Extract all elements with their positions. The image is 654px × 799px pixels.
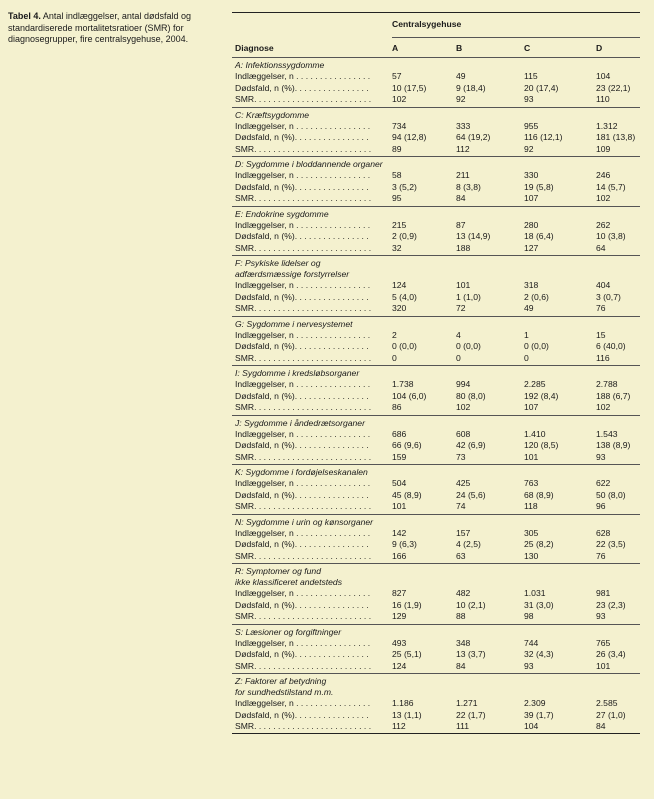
table-row-deaths [232,440,640,452]
table-cell: 1.738 [392,379,414,389]
header-group-label: Centralsygehuse [392,19,462,29]
row-label: SMR. . . . . . . . . . . . . . . . . . . . . . . . . [235,611,372,621]
table-cell: 129 [392,611,407,621]
table-cell: 2.585 [596,698,618,708]
table-row-smr [232,193,640,205]
header-group-row [232,13,640,38]
table-cell: 84 [456,660,466,671]
diagnosis-title-line: adfærdsmæssige forstyrrelser [235,269,350,279]
table-cell: 110 [596,94,610,104]
table-cell: 262 [596,219,611,230]
table-cell: 116 (12,1) [524,132,563,142]
row-label: Dødsfald, n (%). . . . . . . . . . . . . . . . [235,649,369,659]
table-cell: 120 (8,5) [524,440,559,450]
table-row-admissions [232,478,640,490]
table-cell: 25 (8,2) [524,539,554,549]
table-cell: 2 (0,6) [524,291,549,302]
table-cell: 1.312 [596,120,618,131]
table-cell: 16 (1,9) [392,599,422,610]
table-cell: 104 (6,0) [392,390,427,401]
diagnosis-title-line: S: Læsioner og forgiftninger [235,626,342,637]
table-cell: 5 (4,0) [392,291,417,302]
table-cell: 130 [524,550,539,561]
row-label: Dødsfald, n (%). . . . . . . . . . . . . . . . [235,539,369,549]
table-cell: 93 [596,611,606,621]
table-cell: 27 (1,0) [596,709,626,720]
table-row-admissions [232,698,640,710]
diagnosis-title [232,108,640,121]
table-cell: 181 (13,8) [596,132,636,142]
table-cell: 87 [456,219,466,230]
table-row-admissions [232,220,640,232]
diagnosis-title [232,465,640,478]
table-cell: 10 (3,8) [596,231,626,241]
table-row-deaths [232,83,640,95]
table-caption [8,11,220,46]
table-cell: 50 (8,0) [596,489,626,500]
row-label: Indlæggelser, n . . . . . . . . . . . . . . . . [235,170,371,180]
table-row-deaths [232,649,640,661]
table-cell: 84 [456,193,466,203]
table-cell: 93 [596,451,606,462]
table-row-smr [232,501,640,513]
row-label: Dødsfald, n (%). . . . . . . . . . . . . . . . [235,82,369,93]
table-row-admissions [232,379,640,391]
table-cell: 763 [524,478,539,488]
table-cell: 49 [456,71,466,81]
row-label: SMR. . . . . . . . . . . . . . . . . . . . . . . . . [235,660,372,671]
table-cell: 13 (1,1) [392,709,422,720]
row-label: Indlæggelser, n . . . . . . . . . . . . . . . . [235,478,371,488]
table-cell: 246 [596,170,611,180]
table-cell: 63 [456,550,466,561]
diagnosis-title [232,416,640,429]
table-row-admissions [232,71,640,83]
table-cell: 19 (5,8) [524,181,554,192]
table-cell: 76 [596,550,606,561]
row-label: Dødsfald, n (%). . . . . . . . . . . . . . . . [235,181,369,192]
row-label: Indlæggelser, n . . . . . . . . . . . . . . . . [235,379,371,389]
diagnosis-title-line: A: Infektionssygdomme [235,60,325,70]
row-label: SMR. . . . . . . . . . . . . . . . . . . . . . . . . [235,451,372,462]
row-label: SMR. . . . . . . . . . . . . . . . . . . . . . . . . [235,143,372,154]
diagnosis-section [232,465,640,515]
table-cell: 425 [456,478,471,488]
table-cell: 157 [456,527,471,538]
table-cell: 9 (6,3) [392,539,417,549]
row-label: SMR. . . . . . . . . . . . . . . . . . . . . . . . . [235,721,372,731]
diagnosis-section [232,416,640,466]
table-body [232,58,640,734]
header-col-a: A [392,43,399,53]
table-cell: 84 [596,721,606,731]
diagnosis-title [232,625,640,638]
table-row-deaths [232,292,640,304]
table-cell: 58 [392,170,402,180]
table-row-deaths [232,341,640,353]
table-cell: 2 (0,9) [392,231,417,241]
table-cell: 0 [392,352,397,363]
diagnosis-section [232,564,640,625]
table-cell: 64 [596,242,606,253]
table-cell: 127 [524,242,539,253]
diagnosis-title-line: F: Psykiske lidelser og [235,258,321,268]
table-cell: 333 [456,120,471,131]
table-cell: 104 [596,71,611,81]
table-cell: 116 [596,352,610,363]
diagnosis-title [232,515,640,528]
diagnosis-title-line: for sundhedstilstand m.m. [235,687,334,697]
table-cell: 0 (0,0) [392,341,417,351]
table-cell: 74 [456,501,466,511]
table-cell: 138 (8,9) [596,440,631,450]
table-row-admissions [232,121,640,133]
diagnosis-title-line: E: Endokrine sygdomme [235,208,329,219]
table-cell: 14 (5,7) [596,181,626,192]
row-label: Dødsfald, n (%). . . . . . . . . . . . . . . . [235,132,369,142]
table-cell: 80 (8,0) [456,390,486,401]
table-cell: 64 (19,2) [456,132,491,142]
table-cell: 86 [392,402,402,412]
diagnosis-title-line: ikke klassificeret andetsteds [235,577,342,587]
diagnosis-title [232,256,640,280]
table-cell: 305 [524,527,539,538]
diagnosis-section [232,58,640,108]
row-label: Dødsfald, n (%). . . . . . . . . . . . . . . . [235,440,369,450]
table-cell: 23 (2,3) [596,599,626,610]
row-label: Indlæggelser, n . . . . . . . . . . . . . . . . [235,280,371,290]
table-cell: 102 [392,94,407,104]
table-cell: 32 [392,242,402,253]
table-cell: 4 (2,5) [456,539,481,549]
table-row-smr [232,402,640,414]
row-label: Dødsfald, n (%). . . . . . . . . . . . . . . . [235,291,369,302]
table-cell: 95 [392,193,402,203]
table-cell: 26 (3,4) [596,649,626,659]
table-cell: 93 [524,660,534,671]
table-cell: 3 (5,2) [392,181,417,192]
diagnosis-section [232,157,640,207]
table-cell: 2 [392,329,397,340]
diagnosis-title-line: K: Sygdomme i fordøjelseskanalen [235,467,368,477]
table-row-smr [232,94,640,106]
row-label: Dødsfald, n (%). . . . . . . . . . . . . . . . [235,231,369,241]
diagnosis-title-line: G: Sygdomme i nervesystemet [235,318,353,329]
table-cell: 608 [456,428,471,439]
row-label: Indlæggelser, n . . . . . . . . . . . . . . . . [235,698,371,708]
diagnosis-title [232,366,640,379]
table-row-admissions [232,528,640,540]
table-cell: 93 [524,94,534,104]
table-cell: 10 (2,1) [456,599,486,610]
row-label: SMR. . . . . . . . . . . . . . . . . . . . . . . . . [235,242,372,253]
diagnosis-section [232,207,640,257]
table-cell: 9 (18,4) [456,82,486,93]
table-cell: 57 [392,71,402,81]
table-row-smr [232,353,640,365]
table-cell: 101 [524,451,539,462]
table-row-smr [232,243,640,255]
table-cell: 482 [456,588,471,598]
table-cell: 2.285 [524,379,546,389]
table-row-smr [232,452,640,464]
table-cell: 188 [456,242,471,253]
table-cell: 0 [524,352,529,363]
table-cell: 1 (1,0) [456,291,481,302]
diagnosis-title-line: N: Sygdomme i urin og kønsorganer [235,516,374,527]
table-cell: 92 [524,143,534,154]
diagnosis-section [232,674,640,734]
table-cell: 0 (0,0) [524,341,549,351]
row-label: SMR. . . . . . . . . . . . . . . . . . . . . . . . . [235,94,372,104]
header-col-d: D [596,43,603,53]
table-cell: 0 [456,352,461,363]
table-cell: 320 [392,303,407,313]
table-cell: 101 [456,280,471,290]
table-row-deaths [232,600,640,612]
table-row-deaths [232,710,640,722]
table-cell: 124 [392,280,407,290]
table-cell: 765 [596,637,611,648]
table-cell: 66 (9,6) [392,440,422,450]
row-label: Dødsfald, n (%). . . . . . . . . . . . . . . . [235,709,369,720]
table-cell: 45 (8,9) [392,489,422,500]
data-table [232,12,640,734]
table-cell: 112 [392,721,406,731]
table-cell: 192 (8,4) [524,390,559,401]
table-cell: 686 [392,428,407,439]
table-cell: 23 (22,1) [596,82,631,93]
diagnosis-section [232,317,640,367]
table-cell: 1.271 [456,698,478,708]
table-cell: 42 (6,9) [456,440,486,450]
table-cell: 10 (17,5) [392,82,427,93]
table-row-deaths [232,391,640,403]
table-cell: 118 [524,501,538,511]
table-cell: 211 [456,170,470,180]
table-cell: 112 [456,143,470,154]
header-col-c: C [524,43,531,53]
table-cell: 981 [596,588,611,598]
diagnosis-title-line: Z: Faktorer af betydning [235,676,327,686]
table-cell: 8 (3,8) [456,181,481,192]
table-cell: 330 [524,170,539,180]
table-cell: 22 (1,7) [456,709,486,720]
caption-text: Antal indlæggelser, antal dødsfald og standardiserede mortalitetsratioer (SMR) for diagnosegrupper, fire centralsygehuse, 2004. [8,11,191,45]
row-label: SMR. . . . . . . . . . . . . . . . . . . . . . . . . [235,550,372,561]
diagnosis-title-line: R: Symptomer og fund [235,566,321,576]
diagnosis-title [232,207,640,220]
table-cell: 18 (6,4) [524,231,554,241]
table-row-deaths [232,132,640,144]
section-rule [232,733,640,734]
diagnosis-title [232,674,640,698]
table-row-smr [232,551,640,563]
row-label: Dødsfald, n (%). . . . . . . . . . . . . . . . [235,341,369,351]
row-label: Dødsfald, n (%). . . . . . . . . . . . . . . . [235,599,369,610]
table-cell: 102 [456,402,471,412]
diagnosis-section [232,515,640,565]
table-cell: 1 [524,329,529,340]
table-cell: 98 [524,611,534,621]
diagnosis-title [232,58,640,71]
table-cell: 89 [392,143,402,154]
header-column-row [232,38,640,57]
table-cell: 13 (3,7) [456,649,486,659]
table-row-admissions [232,429,640,441]
row-label: Indlæggelser, n . . . . . . . . . . . . . . . . [235,588,371,598]
table-cell: 102 [596,402,611,412]
diagnosis-section [232,625,640,675]
diagnosis-title [232,564,640,588]
row-label: SMR. . . . . . . . . . . . . . . . . . . . . . . . . [235,193,372,203]
table-row-smr [232,661,640,673]
table-row-admissions [232,638,640,650]
table-cell: 24 (5,6) [456,489,486,500]
table-row-smr [232,721,640,733]
table-cell: 73 [456,451,466,462]
table-cell: 15 [596,329,606,340]
table-cell: 215 [392,219,407,230]
table-cell: 2.788 [596,379,618,389]
row-label: SMR. . . . . . . . . . . . . . . . . . . . . . . . . [235,402,372,412]
table-cell: 92 [456,94,466,104]
table-cell: 22 (3,5) [596,539,626,549]
diagnosis-title [232,317,640,330]
table-row-admissions [232,170,640,182]
row-label: Indlæggelser, n . . . . . . . . . . . . . . . . [235,428,371,439]
table-cell: 734 [392,120,407,131]
table-cell: 142 [392,527,407,538]
table-cell: 280 [524,219,539,230]
row-label: Indlæggelser, n . . . . . . . . . . . . . . . . [235,219,371,230]
diagnosis-section [232,108,640,158]
table-cell: 166 [392,550,407,561]
table-cell: 1.543 [596,428,618,439]
table-cell: 72 [456,303,466,313]
table-cell: 104 [524,721,539,731]
row-label: Indlæggelser, n . . . . . . . . . . . . . . . . [235,329,371,340]
table-row-admissions [232,280,640,292]
table-cell: 25 (5,1) [392,649,422,659]
table-cell: 94 (12,8) [392,132,427,142]
table-cell: 3 (0,7) [596,291,621,302]
diagnosis-section [232,366,640,416]
table-cell: 348 [456,637,471,648]
table-cell: 628 [596,527,611,538]
diagnosis-section [232,256,640,317]
table-cell: 111 [456,721,470,731]
table-cell: 744 [524,637,539,648]
table-cell: 76 [596,303,606,313]
row-label: Dødsfald, n (%). . . . . . . . . . . . . . . . [235,489,369,500]
table-row-smr [232,303,640,315]
table-cell: 107 [524,193,539,203]
table-cell: 493 [392,637,407,648]
diagnosis-title-line: I: Sygdomme i kredsløbsorganer [235,368,360,378]
diagnosis-title-line: C: Kræftsygdomme [235,109,310,120]
table-cell: 504 [392,478,407,488]
header-diagnose: Diagnose [235,43,274,53]
header-col-b: B [456,43,463,53]
table-cell: 13 (14,9) [456,231,491,241]
table-cell: 32 (4,3) [524,649,554,659]
table-row-deaths [232,490,640,502]
row-label: Dødsfald, n (%). . . . . . . . . . . . . . . . [235,390,369,401]
table-cell: 2.309 [524,698,546,708]
table-cell: 31 (3,0) [524,599,554,610]
table-cell: 0 (0,0) [456,341,481,351]
table-cell: 404 [596,280,611,290]
row-label: SMR. . . . . . . . . . . . . . . . . . . . . . . . . [235,501,372,511]
table-cell: 39 (1,7) [524,709,554,720]
table-row-smr [232,144,640,156]
table-row-admissions [232,330,640,342]
table-cell: 622 [596,478,611,488]
table-cell: 1.031 [524,588,546,598]
table-cell: 96 [596,501,606,511]
table-cell: 994 [456,379,471,389]
table-cell: 68 (8,9) [524,489,554,500]
row-label: Indlæggelser, n . . . . . . . . . . . . . . . . [235,71,371,81]
table-row-deaths [232,231,640,243]
table-cell: 49 [524,303,534,313]
table-cell: 101 [392,501,407,511]
diagnosis-title-line: J: Sygdomme i åndedrætsorganer [235,417,365,428]
table-row-admissions [232,588,640,600]
table-cell: 20 (17,4) [524,82,559,93]
table-cell: 318 [524,280,539,290]
table-cell: 6 (40,0) [596,341,626,351]
table-cell: 159 [392,451,407,462]
table-cell: 107 [524,402,539,412]
table-row-deaths [232,182,640,194]
row-label: Indlæggelser, n . . . . . . . . . . . . . . . . [235,527,371,538]
table-row-deaths [232,539,640,551]
table-cell: 188 (6,7) [596,390,631,401]
table-cell: 102 [596,193,611,203]
table-cell: 101 [596,660,611,671]
table-row-smr [232,611,640,623]
table-cell: 88 [456,611,466,621]
table-cell: 109 [596,143,611,154]
row-label: Indlæggelser, n . . . . . . . . . . . . . . . . [235,120,371,131]
row-label: Indlæggelser, n . . . . . . . . . . . . . . . . [235,637,371,648]
table-cell: 124 [392,660,407,671]
row-label: SMR. . . . . . . . . . . . . . . . . . . . . . . . . [235,303,372,313]
table-cell: 827 [392,588,407,598]
table-cell: 1.186 [392,698,414,708]
caption-label: Tabel 4. [8,11,41,21]
diagnosis-title-line: D: Sygdomme i bloddannende organer [235,159,383,169]
table-cell: 955 [524,120,539,131]
row-label: SMR. . . . . . . . . . . . . . . . . . . . . . . . . [235,352,372,363]
diagnosis-title [232,157,640,170]
table-cell: 1.410 [524,428,546,439]
table-cell: 4 [456,329,461,340]
table-cell: 115 [524,71,538,81]
